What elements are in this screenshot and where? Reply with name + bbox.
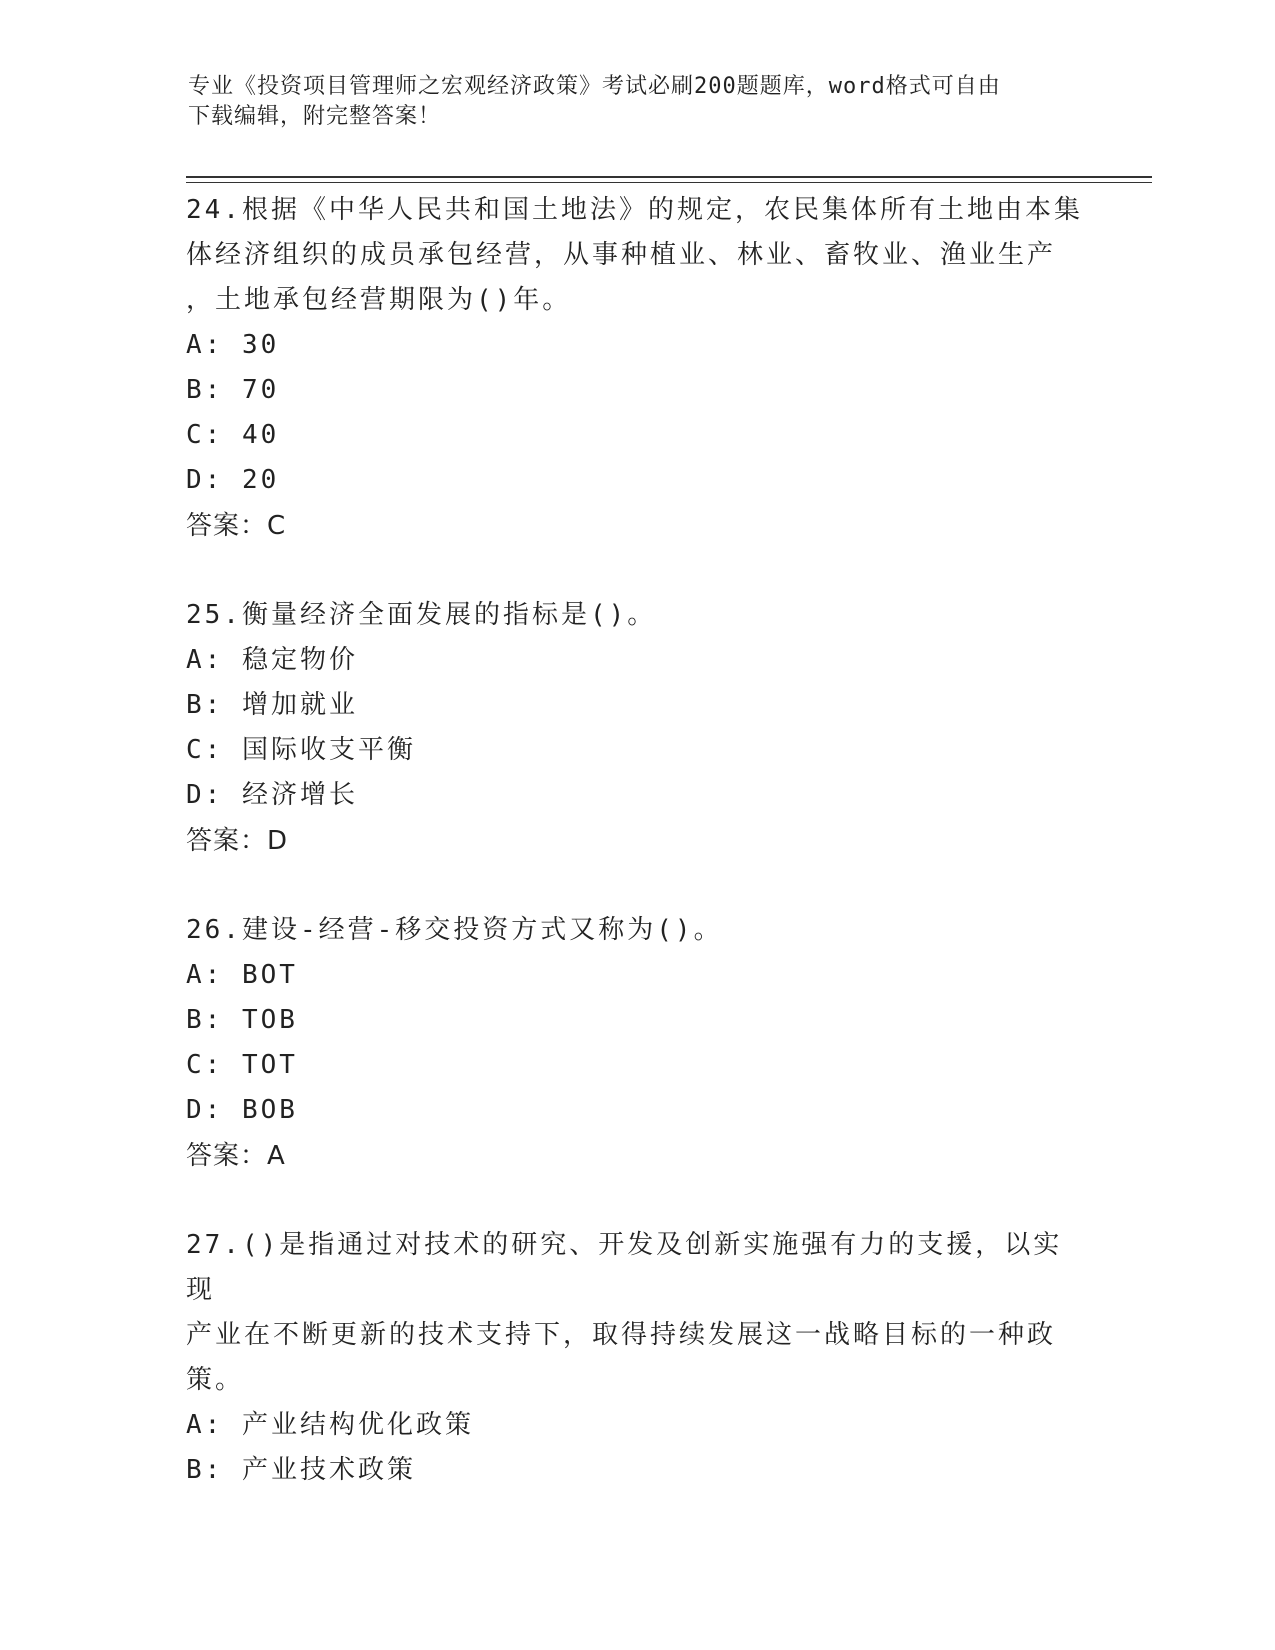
question-text-line: 体经济组织的成员承包经营，从事种植业、林业、畜牧业、渔业生产 xyxy=(186,240,1057,270)
question-27 xyxy=(186,1223,1086,1493)
option-b: B: TOB xyxy=(186,1005,298,1035)
question-text-line: 25.衡量经济全面发展的指标是()。 xyxy=(186,600,657,630)
question-text-line: 策。 xyxy=(186,1365,245,1395)
option-d: D: 20 xyxy=(186,465,280,495)
option-d: D: 经济增长 xyxy=(186,780,358,810)
question-24 xyxy=(186,188,1086,549)
option-a: A: 稳定物价 xyxy=(186,645,358,675)
option-a: A: 30 xyxy=(186,330,280,360)
question-26 xyxy=(186,908,1086,1179)
answer-label: 答案：A xyxy=(186,1141,286,1171)
question-text-line: 27.()是指通过对技术的研究、开发及创新实施强有力的支援，以实现 xyxy=(186,1230,1063,1305)
option-c: C: TOT xyxy=(186,1050,298,1080)
option-b: B: 产业技术政策 xyxy=(186,1455,416,1485)
option-b: B: 增加就业 xyxy=(186,690,358,720)
header-divider-thick xyxy=(186,176,1152,178)
option-c: C: 40 xyxy=(186,420,280,450)
answer-label: 答案：C xyxy=(186,511,287,541)
question-text-line: ，土地承包经营期限为()年。 xyxy=(186,285,572,315)
question-list xyxy=(186,188,1086,1537)
option-c: C: 国际收支平衡 xyxy=(186,735,416,765)
option-d: D: BOB xyxy=(186,1095,298,1125)
question-text-line: 26.建设-经营-移交投资方式又称为()。 xyxy=(186,915,723,945)
header-line-1: 专业《投资项目管理师之宏观经济政策》考试必刷200题题库，word格式可自由 xyxy=(188,74,1001,99)
option-a: A: BOT xyxy=(186,960,298,990)
question-text-line: 产业在不断更新的技术支持下，取得持续发展这一战略目标的一种政 xyxy=(186,1320,1057,1350)
header-divider-thin xyxy=(186,182,1152,183)
document-header xyxy=(188,72,1068,132)
question-25 xyxy=(186,593,1086,864)
question-text-line: 24.根据《中华人民共和国土地法》的规定，农民集体所有土地由本集 xyxy=(186,195,1083,225)
header-line-2: 下载编辑，附完整答案！ xyxy=(188,104,442,129)
option-b: B: 70 xyxy=(186,375,280,405)
answer-label: 答案：D xyxy=(186,826,289,856)
option-a: A: 产业结构优化政策 xyxy=(186,1410,474,1440)
